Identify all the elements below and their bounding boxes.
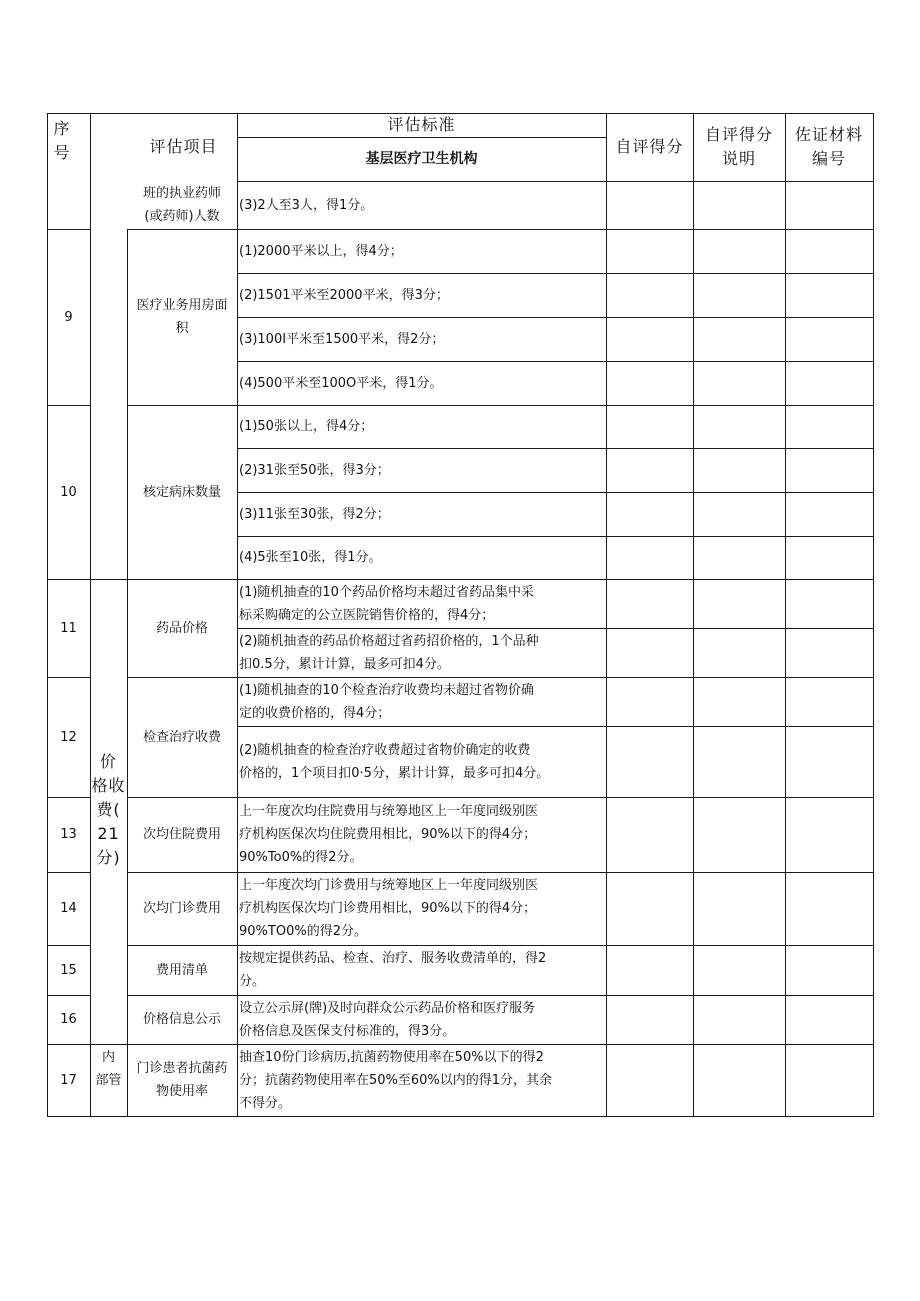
category-internal: 内 部管 <box>95 1050 122 1088</box>
row-line <box>47 1044 90 1045</box>
col-line <box>127 229 128 1117</box>
col-line <box>606 113 607 1117</box>
col-line <box>90 113 91 1117</box>
row-seq: 16 <box>60 1012 77 1027</box>
col-line <box>693 113 694 1117</box>
category-line <box>90 579 127 580</box>
sub-row-line <box>237 726 874 727</box>
row-criteria: 设立公示屏(牌)及时向群众公示药品价格和医疗服务 价格信息及医保支付标准的，得3分。 <box>239 1001 536 1039</box>
row-item: 药品价格 <box>155 621 208 636</box>
row-criteria: 上一年度次均门诊费用与统筹地区上一年度同级别医 疗机构医保次均门诊费用相比，90%以下的得4分； 90%TO0%的得2分。 <box>239 878 539 939</box>
row-item: 次均住院费用 <box>142 827 221 842</box>
row-line <box>47 797 90 798</box>
row-line <box>127 579 874 580</box>
row-line <box>127 945 874 946</box>
row-criteria: (3)2人至3人，得1分。 <box>239 198 374 213</box>
row-seq: 10 <box>60 485 77 500</box>
row-line <box>127 1116 874 1117</box>
row-line <box>127 872 874 873</box>
header-bottom-border <box>237 181 874 182</box>
row-item: 核定病床数量 <box>142 485 221 500</box>
row-line <box>47 579 90 580</box>
row-line <box>127 229 874 230</box>
sub-row-line <box>237 628 874 629</box>
row-criteria: 按规定提供药品、检查、治疗、服务收费清单的，得2 分。 <box>239 951 547 989</box>
row-seq: 13 <box>60 827 77 842</box>
row-criteria: (1)随机抽查的10个药品价格均未超过省药品集中采 标采购确定的公立医院销售价格的，得4分； <box>239 585 534 623</box>
sub-row-line <box>237 273 874 274</box>
row-criteria: (2)1501平米至2000平米，得3分； <box>239 288 449 303</box>
header-divider <box>237 137 606 138</box>
row-criteria: 抽查10份门诊病历,抗菌药物使用率在50%以下的得2 分；抗菌药物使用率在50%至60%以内的得1分，其余 不得分。 <box>239 1050 553 1111</box>
row-item: 医疗业务用房面 积 <box>136 298 228 336</box>
row-line <box>47 1116 90 1117</box>
col-line <box>785 113 786 1117</box>
sub-row-line <box>237 536 874 537</box>
row-line <box>47 229 90 230</box>
row-criteria: (2)随机抽查的药品价格超过省药招价格的，1个品种 扣0.5分，累计计算，最多可扣4分。 <box>239 634 539 672</box>
category-line <box>90 1044 127 1045</box>
row-item: 门诊患者抗菌药 物使用率 <box>136 1061 228 1099</box>
row-criteria: (4)5张至10张，得1分。 <box>239 550 382 565</box>
row-seq: 14 <box>60 901 77 916</box>
row-line <box>127 1044 874 1045</box>
row-item: 次均门诊费用 <box>142 901 221 916</box>
row-line <box>47 945 90 946</box>
sub-row-line <box>237 361 874 362</box>
row-criteria: (1)50张以上，得4分； <box>239 419 374 434</box>
header-seq: 序 号 <box>53 119 71 162</box>
header-standard: 评估标准 <box>387 115 456 134</box>
row-criteria: (1)随机抽查的10个检查治疗收费均未超过省物价确 定的收费价格的，得4分； <box>239 683 534 721</box>
sub-row-line <box>237 492 874 493</box>
row-line <box>47 995 90 996</box>
row-criteria: (3)11张至30张，得2分； <box>239 507 390 522</box>
row-seq: 12 <box>60 730 77 745</box>
category-price: 价 格收 费( 21 分) <box>91 752 126 867</box>
row-item: 费用清单 <box>155 963 208 978</box>
row-criteria: (2)31张至50张，得3分； <box>239 463 390 478</box>
row-line <box>127 405 874 406</box>
header-item: 评估项目 <box>149 137 218 156</box>
row-line <box>127 995 874 996</box>
row-line <box>127 677 874 678</box>
header-score-note: 自评得分 说明 <box>704 125 773 168</box>
header-evidence: 佐证材料 编号 <box>794 125 863 168</box>
sub-row-line <box>237 317 874 318</box>
row-line <box>47 405 90 406</box>
row-item: 检查治疗收费 <box>142 730 221 745</box>
row-criteria: (4)500平米至100O平米，得1分。 <box>239 376 443 391</box>
row-line <box>47 677 90 678</box>
row-item: 价格信息公示 <box>142 1012 221 1027</box>
row-criteria: (2)随机抽查的检查治疗收费超过省物价确定的收费 价格的，1个项目扣0·5分，累计计算，最多可扣4分。 <box>239 743 550 781</box>
sub-row-line <box>237 448 874 449</box>
row-line <box>127 797 874 798</box>
row-criteria: 上一年度次均住院费用与统筹地区上一年度同级别医 疗机构医保次均住院费用相比，90%以下的得4分； 90%To0%的得2分。 <box>239 804 539 865</box>
row-seq: 9 <box>64 310 73 325</box>
col-line <box>237 113 238 1117</box>
row-criteria: (3)100I平米至1500平米，得2分； <box>239 332 445 347</box>
row-seq: 11 <box>60 621 77 636</box>
row-seq: 15 <box>60 963 77 978</box>
row-item: 班的执业药师 (或药师)人数 <box>142 186 221 224</box>
row-line <box>47 872 90 873</box>
header-self-score: 自评得分 <box>615 137 684 156</box>
header-standard-institution: 基层医疗卫生机构 <box>365 151 478 167</box>
right-border <box>873 113 874 1117</box>
row-criteria: (1)2000平米以上，得4分； <box>239 244 403 259</box>
row-seq: 17 <box>60 1073 77 1088</box>
